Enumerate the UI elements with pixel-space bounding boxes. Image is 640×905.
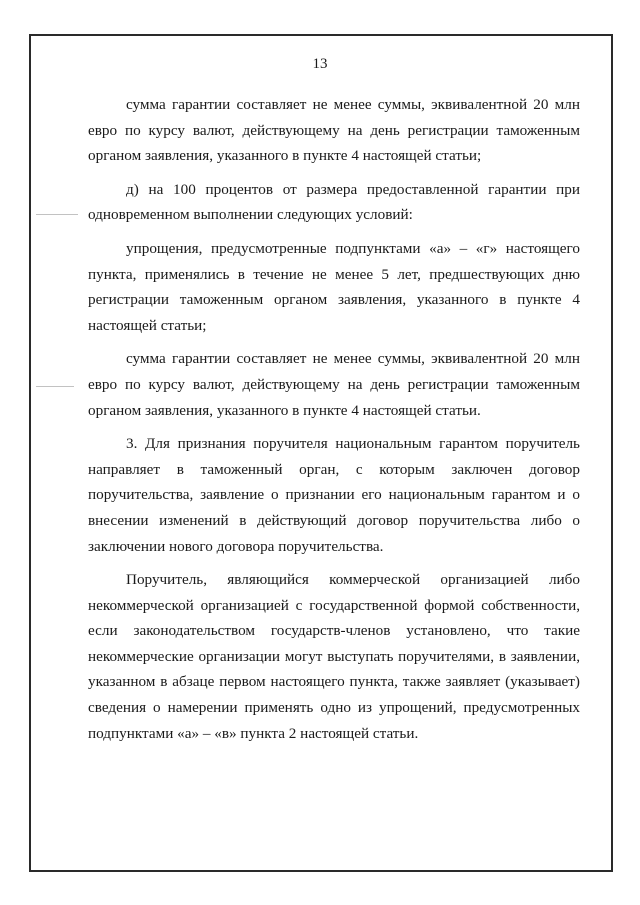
paragraph: сумма гарантии составляет не менее суммы, эквивалентной 20 млн евро по курсу валют, действующему на день регистрации таможенным органом заявления, указанного в пункте 4 настоящей статьи. xyxy=(88,350,580,419)
paragraph: Поручитель, являющийся коммерческой организацией либо некоммерческой организацией с государственной формой собственности, если законодательством государств-членов установлено, что такие некоммерческие организации могут выступать поручителями, в заявлении, указанном в абзаце первом настоящего пункта, также заявляет (указывает) сведения о намерении применять одно из упрощений, предусмотренных подпунктами «а» – «в» пункта 2 настоящей статьи. xyxy=(88,571,580,742)
paragraph: упрощения, предусмотренные подпунктами «а» – «г» настоящего пункта, применялись в течение не менее 5 лет, предшествующих дню регистрации таможенным органом заявления, указанного в пункте 4 настоящей статьи; xyxy=(88,239,580,334)
scan-artifact xyxy=(36,214,78,215)
paragraph: 3. Для признания поручителя национальным гарантом поручитель направляет в таможенный орган, с которым заключен договор поручительства, заявление о признании его национальным гарантом и о внесении изменений в действующий договор поручительства либо о заключении нового договора поручительства. xyxy=(88,435,580,555)
page-number: 13 xyxy=(312,56,328,72)
paragraph: сумма гарантии составляет не менее суммы, эквивалентной 20 млн евро по курсу валют, действующему на день регистрации таможенным органом заявления, указанного в пункте 4 настоящей статьи; xyxy=(88,96,580,165)
paragraph: д) на 100 процентов от размера предоставленной гарантии при одновременном выполнении следующих условий: xyxy=(88,180,580,224)
scan-artifact xyxy=(36,386,74,387)
document-body xyxy=(88,92,580,746)
